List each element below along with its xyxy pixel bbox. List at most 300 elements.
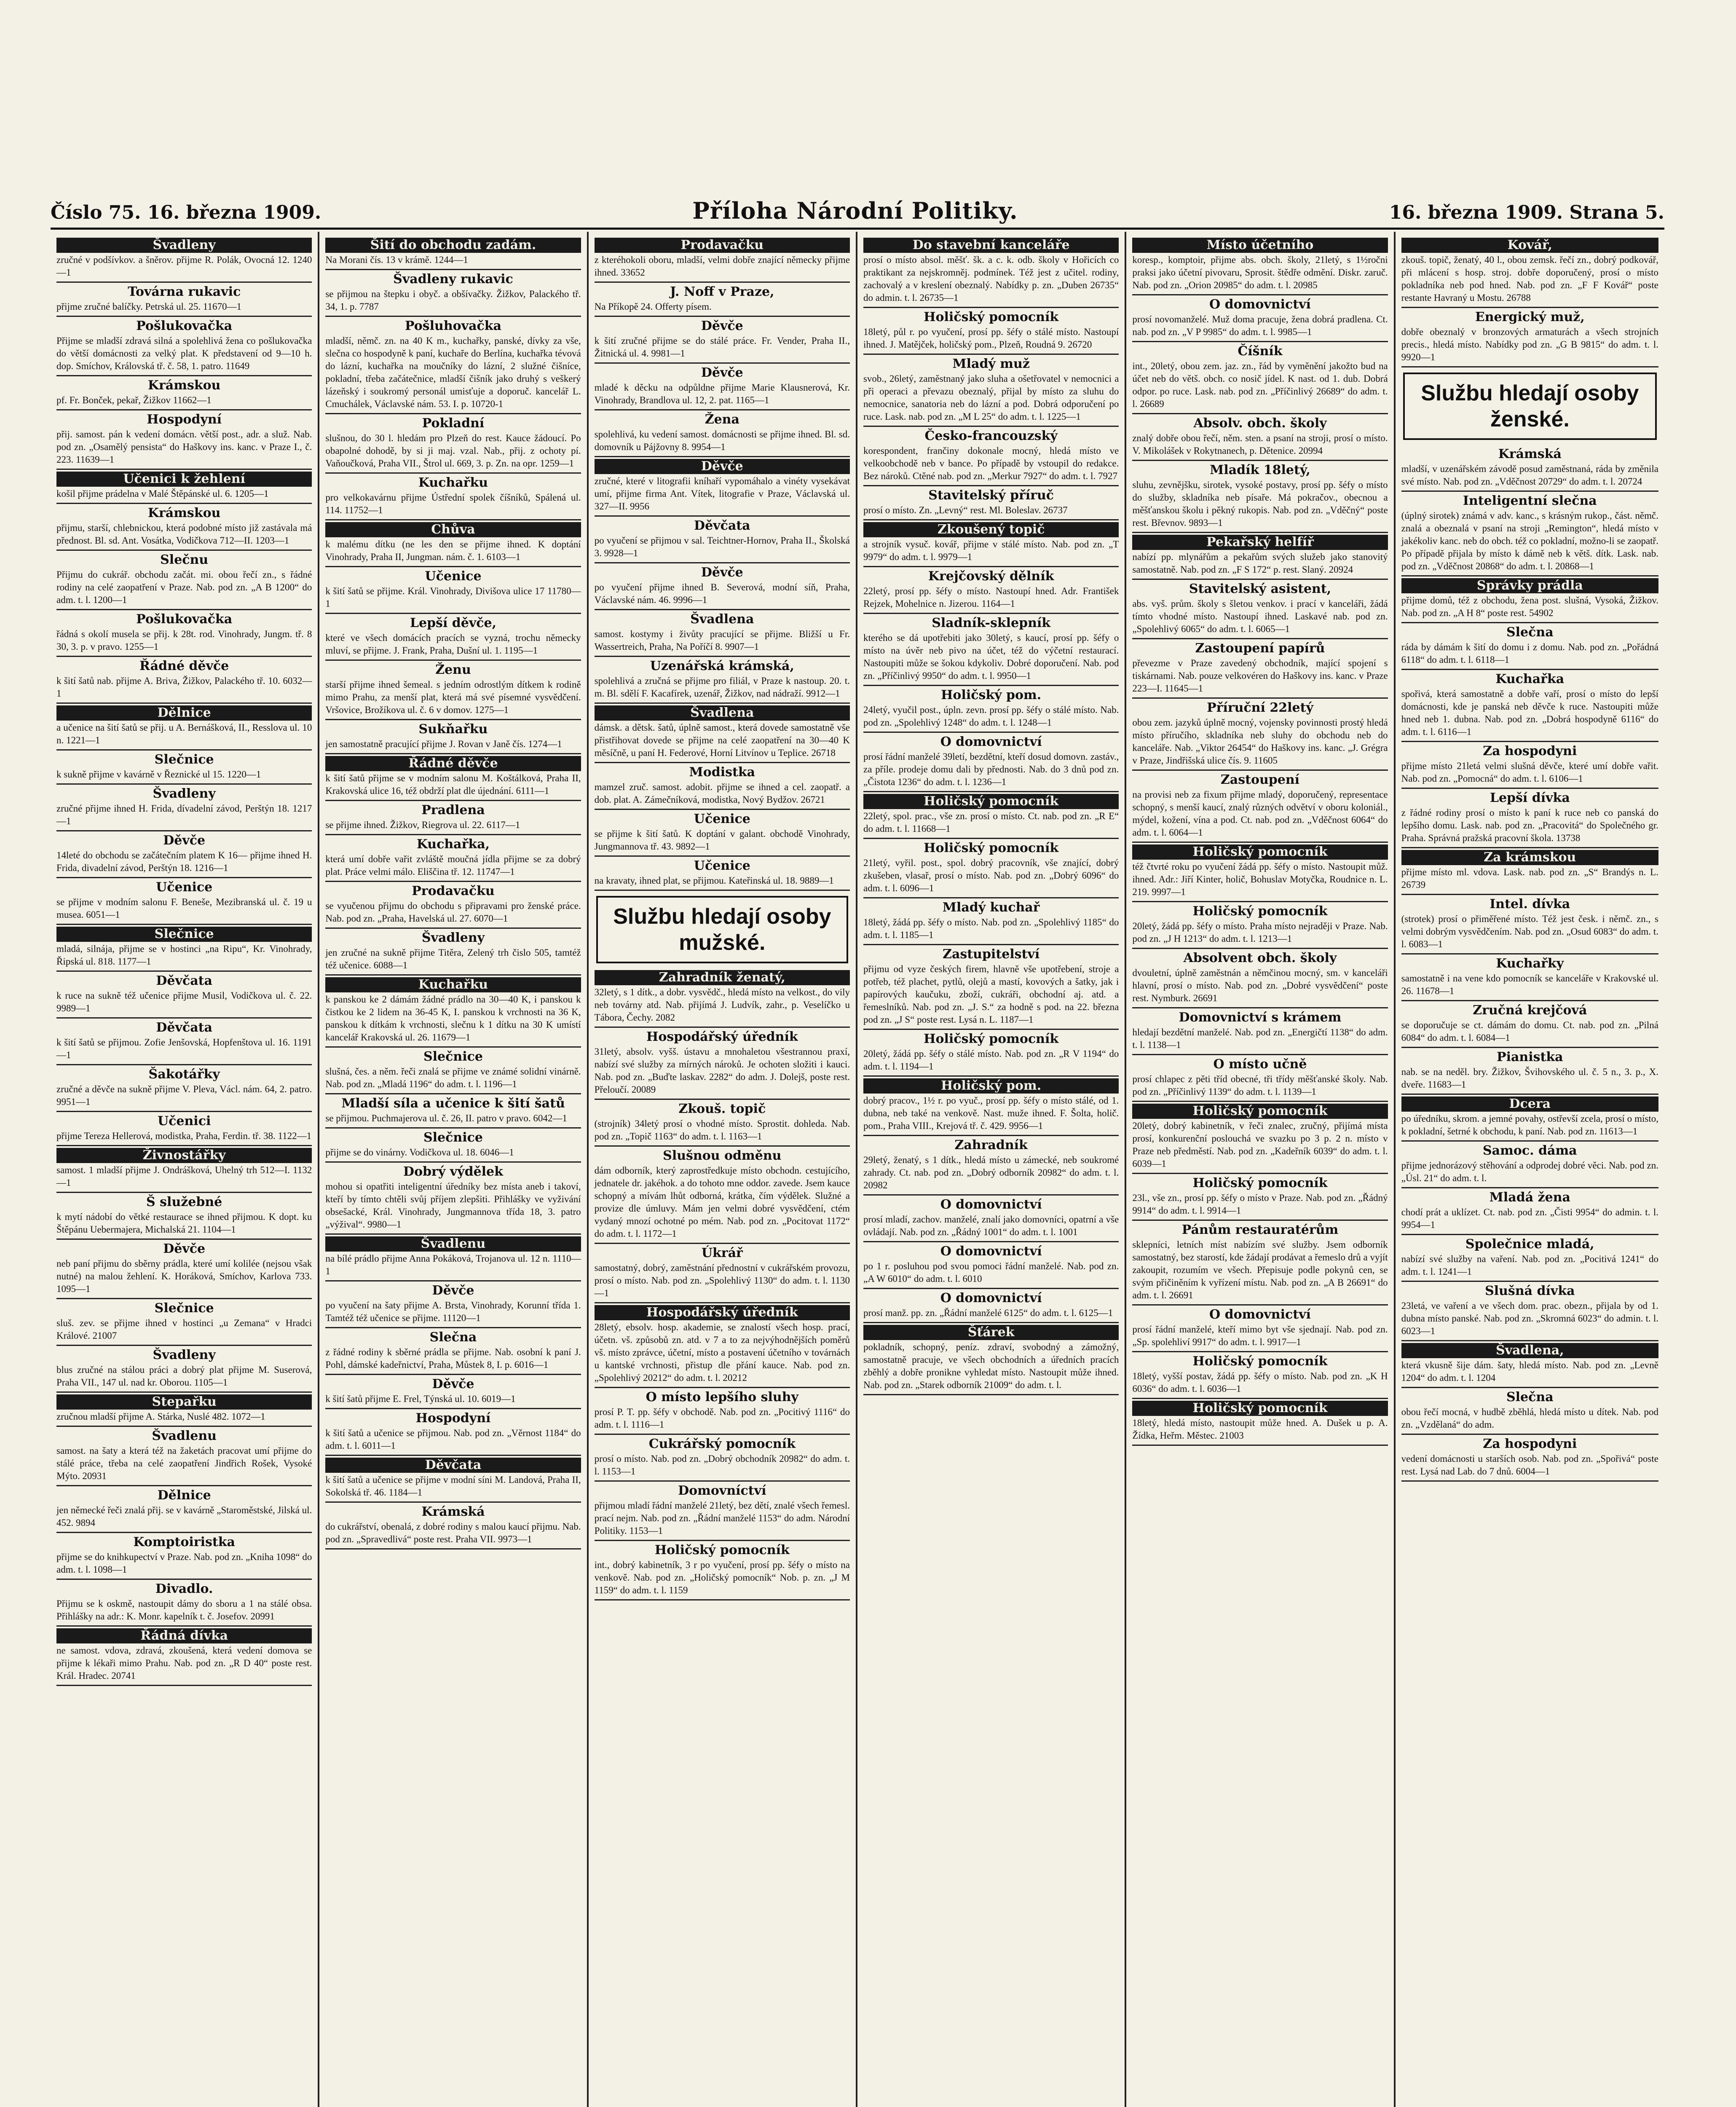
classified-ad bbox=[325, 976, 581, 1048]
ad-title: Zahradník ženatý, bbox=[595, 970, 850, 985]
ad-body: neb paní přijmu do sběrny prádla, které umí kolilée (nejsou však nutné) na malou žehlení. K. Horáková, Smíchov, Karlova 733. 1095—1 bbox=[56, 1258, 312, 1294]
ad-title: Prodavačku bbox=[412, 884, 495, 898]
ad-title: Kuchařky bbox=[1496, 956, 1564, 971]
classified-ad bbox=[56, 831, 312, 878]
ad-title: Slečnice bbox=[423, 1130, 483, 1145]
classified-ad bbox=[863, 427, 1119, 486]
ad-title: Dělnice bbox=[157, 1488, 211, 1503]
ad-title: Švadlena, bbox=[1401, 1343, 1658, 1358]
ad-title: Holičský pomocník bbox=[1132, 844, 1388, 860]
ad-body: 18letý, vyšší postav, žádá pp. šéfy o místo. Nab. pod zn. „K H 6036“ do adm. t. l. 6036—1 bbox=[1132, 1371, 1388, 1394]
ad-title: O domovnictví bbox=[940, 1291, 1042, 1305]
ad-title: Děvče bbox=[701, 365, 743, 380]
ad-body: mamzel zruč. samost. adobit. přijme se ihned a cel. zaopatř. a dob. plat. A. Zámečníková, modistka, Nový Bydžov. 26721 bbox=[594, 782, 850, 805]
classified-ad bbox=[863, 486, 1119, 520]
ad-title: Mladší síla a učenice k šití šatů bbox=[341, 1096, 565, 1111]
ad-title: Holičský pomocník bbox=[1192, 904, 1328, 919]
ad-title: J. Noff v Praze, bbox=[670, 284, 774, 299]
ad-title: O domovnictví bbox=[940, 735, 1042, 749]
ad-body: se přijmou. Puchmajerova ul. č. 26, II. patro v pravo. 6042—1 bbox=[325, 1113, 567, 1123]
classified-ad bbox=[1132, 342, 1388, 414]
ad-body: k šití šatů přijme E. Frel, Týnská ul. 10. 6019—1 bbox=[325, 1394, 516, 1404]
classified-ad bbox=[56, 785, 312, 831]
ad-body: přijmu od vyze českých firem, hlavně vše upotřebení, stroje a potřeb, též plachet, pytlů, olejů a mastí, kovových a šatky, jak i papírových kaučuku, zboží, cukráři, obchodní aj. atd. a řemeslníků. Nab. pod zn. „J. S.“ za hodně s pod. na 22. března pod zn. „J S“ poste rest. Lysá n. L. 1187—1 bbox=[863, 964, 1119, 1025]
page-header bbox=[51, 197, 1664, 227]
classified-ad bbox=[595, 517, 850, 563]
classified-ad bbox=[1401, 576, 1658, 623]
classified-ad bbox=[1401, 1142, 1658, 1188]
classified-ad bbox=[1401, 1188, 1658, 1235]
classified-ad bbox=[325, 1235, 581, 1281]
ad-title: Krámskou bbox=[147, 378, 221, 393]
ad-body: převezme v Praze zavedený obchodník, mající spojení s tiskárnami. Nab. pouze velkovéren do Haškovy ins. kanc. v Praze 223—I. 11645—1 bbox=[1132, 658, 1388, 694]
classified-ad bbox=[325, 1163, 581, 1235]
column-2 bbox=[319, 232, 588, 2107]
classified-ad bbox=[863, 1323, 1119, 1395]
classified-ad bbox=[56, 1627, 312, 1686]
ad-title: Žena bbox=[705, 412, 739, 427]
ad-body: přijme se do vinárny. Vodičkova ul. 18. 6046—1 bbox=[325, 1147, 514, 1158]
ad-body: pokladník, schopný, peníz. zdraví, svobodný a zámožný, samostatně pracuje, ve všech obchodních a úředních pracích zběhlý a dobře pronikne vyhledat místo. Nastoupit může ihned. Nab. pod zn. „Starek odborník 21009“ do adm. t. l. bbox=[863, 1342, 1119, 1390]
ad-body: prosí o místo absol. měšť. šk. a c. k. odb. školy v Hořicích co praktikant za nejskromněj. podmínek. Též jest z učitel. rodiny, zachovalý a v kreslení obeznalý. Nabídky p. zn. „Duben 26735“ do admin. t. l. 26735—1 bbox=[863, 255, 1119, 303]
ad-body: svob., 26letý, zaměstnaný jako sluha a ošetřovatel v nemocnici a při operaci a převazu obeznalý, přijal by místo za sluhu do nemocnice, sanatoria neb do lázní a pod. Dobrá odporučení po ruce. Lask. nab. pod zn. „M L 25“ do adm. t. l. 1225—1 bbox=[863, 373, 1119, 422]
ad-body: (úplný sirotek) známá v adv. kanc., s krásným rukop., část. němč. znalá a obeznalá v psaní na stroji „Remington“, hledá místo v jakékoliv kanc. neb do obch. též co pokladní, možno-li se zaopatř. Po případě přijala by místo k dámě neb k větš. dítk. Lask. nab. pod zn. „Vděčnost 20868“ do adm. t. l. 20868—1 bbox=[1401, 510, 1658, 571]
classified-ad bbox=[56, 1146, 312, 1193]
ad-title: Zkoušený topič bbox=[863, 522, 1119, 537]
classified-ad bbox=[595, 283, 850, 317]
classified-ad bbox=[595, 1435, 850, 1482]
ad-body: spořivá, která samostatně a dobře vaří, prosí o místo do lepší domácnosti, kde je panská neb děvče k ruce. Nastoupiti může hned neb 1. dubna. Nab. pod zn. „Dobrá hospodyně 6116“ do adm. t. l. 6116—1 bbox=[1401, 689, 1658, 737]
ad-body: mladší, němč. zn. na 40 K m., kuchařky, panské, dívky za vše, slečna co hospodyně k paní, kuchaře do Berlína, kuchařka tévová do lázní, kuchařka na moučníky do lázní, 2 služné čišníce, pokladní, třeba začátečnice, mladší čišník jako druhý s veškerý lázeňský i soukromý personál umisťuje a doporuč. kancelář L. Cmuchálek, Václavské nám. 53. I. p. 10720-1 bbox=[325, 335, 581, 409]
classified-ad bbox=[595, 236, 850, 283]
ad-title: Hospodyní bbox=[415, 1411, 491, 1426]
ad-body: řádná s okolí musela se přij. k 28t. rod. Vinohrady, Jungm. tř. 8 30, 3. p. v pravo. 1255—1 bbox=[56, 629, 312, 652]
ad-title: Mladá žena bbox=[1489, 1190, 1570, 1205]
ad-title: Pošluhovačka bbox=[405, 319, 502, 333]
ad-body: 28letý, ebsolv. hosp. akademie, se znalostí všech hosp. prací, účetn. vš. způsobů zn. atd. v 7 a to za nejvýhodnějších poměrů vš. místo zprávce, účetní, místo a postavení účetního v továrnách u kantské vrchnosti, přistup dle přání kauce. Nab. pod zn. „Spolehlivý 20212“ do adm. t. l. 20212 bbox=[594, 1322, 850, 1383]
classified-ad bbox=[56, 972, 312, 1019]
ad-title: Slečna bbox=[1506, 1390, 1554, 1405]
classified-ad bbox=[595, 810, 850, 857]
ad-body: na kravaty, ihned plat, se přijmou. Kateřinská ul. 18. 9889—1 bbox=[594, 875, 834, 886]
ad-title: Do stavební kanceláře bbox=[863, 238, 1119, 253]
ad-title: Pradlena bbox=[421, 803, 485, 818]
classified-ad bbox=[1132, 699, 1388, 771]
classified-ad bbox=[56, 657, 312, 704]
ad-body: přijmu, starší, chlebnickou, která podobné místo již zastávala má přednost. Bl. sd. Ant. Vosátka, Vodičkova 712—II. 1203—1 bbox=[56, 523, 312, 546]
ad-title: Děvče bbox=[432, 1283, 474, 1298]
classified-ad bbox=[325, 1456, 581, 1503]
ad-body: 21letý, vyřil. post., spol. dobrý pracovník, vše znající, dobrý zkušeben, vlasař, prosí o místo. Nab. pod zn. „Dobrý 6096“ do adm. t. l. 6096—1 bbox=[863, 858, 1119, 893]
classified-ad bbox=[325, 661, 581, 720]
ad-body: 22letý, prosí pp. šéfy o místo. Nastoupí hned. Adr. František Rejzek, Mohelnice n. Jizerou. 1164—1 bbox=[863, 586, 1119, 609]
classified-ad bbox=[1401, 1388, 1658, 1435]
ad-title: Holičský pom. bbox=[863, 1078, 1119, 1094]
ad-title: Cukrářský pomocník bbox=[648, 1437, 796, 1451]
ad-title: O domovnictví bbox=[1209, 297, 1311, 312]
ad-title: Děvčata bbox=[694, 518, 750, 533]
ad-body: 20letý, dobrý kabinetník, v řeči znalec, zručný, přijímá místa prosí, konkurenční poslouchá ve svazku po 3 p. 2 n. místo v Praze neb předměstí. Nab. pod zn. „Kadeřník 6039“ do adm. t. l. 6039—1 bbox=[1132, 1121, 1388, 1169]
ad-body: (strojník) 34letý prosí o vhodné místo. Sprostit. dohleda. Nab. pod zn. „Topič 1163“ do adm. t. l. 1163—1 bbox=[594, 1118, 850, 1142]
ad-body: zručné a děvče na sukně přijme V. Pleva, Václ. nám. 64, 2. patro. 9951—1 bbox=[56, 1084, 312, 1107]
ad-title: Kovář, bbox=[1401, 238, 1658, 253]
ad-title: Slušnou odměnu bbox=[663, 1148, 782, 1163]
ad-body: samostatný, dobrý, zaměstnání přednostní v cukrářském provozu, prosí o místo. Nab. pod zn. „Spolehlivý 1130“ do adm. t. l. 1130—1 bbox=[594, 1263, 850, 1298]
ad-title: Pekařský helfíř bbox=[1132, 535, 1388, 550]
ad-body: prosí řádní manželé 39letí, bezdětní, kteří dosud domovn. zastáv., za příle. prodeje domu dali by přednosti. Nab. do 3 dnů pod zn. „Čistota 1236“ do adm. t. l. 1236—1 bbox=[863, 751, 1119, 787]
ad-title: Stepařku bbox=[56, 1394, 312, 1410]
ad-body: jen zručné na sukně přijme Titěra, Zelený trh čislo 505, tamtéž též učenice. 6088—1 bbox=[325, 947, 581, 970]
ad-title: Švadlenu bbox=[325, 1236, 581, 1252]
classified-ad bbox=[595, 364, 850, 410]
ad-title: Pánům restauratérům bbox=[1181, 1222, 1339, 1237]
classified-ad bbox=[595, 857, 850, 891]
ad-title: Dcera bbox=[1401, 1096, 1658, 1112]
ad-body: Na Příkopě 24. Offerty písem. bbox=[594, 301, 712, 312]
ad-title: Krejčovský dělník bbox=[928, 569, 1054, 584]
classified-ad bbox=[595, 968, 850, 1028]
ad-title: Dobrý výdělek bbox=[403, 1164, 503, 1179]
ad-title: Holičský pomocník bbox=[924, 841, 1059, 855]
ad-body: po vyučení se přijmou v sal. Teichtner-Hornov, Praha II., Školská 3. 9928—1 bbox=[594, 535, 850, 558]
classified-ad bbox=[595, 657, 850, 704]
ad-title: Holičský pom. bbox=[941, 688, 1042, 702]
ad-body: přijme se do knihkupectví v Praze. Nab. pod zn. „Kniha 1098“ do adm. t. l. 1098—1 bbox=[56, 1552, 312, 1575]
classified-ad bbox=[325, 614, 581, 661]
ad-title: Číšník bbox=[1238, 344, 1283, 359]
issue-number-date: Číslo 75. 16. března 1909. bbox=[51, 202, 321, 223]
ad-title: Zručná krejčová bbox=[1473, 1003, 1587, 1018]
classified-ad bbox=[56, 1393, 312, 1427]
ad-body: na provisi neb za fixum přijme mladý, doporučený, representace schopný, s menší kaucí, znalý různých odvětví v oboru koloniál., mýdel, kožení, vína a pod. Ct. nab. pod zn. „Vděčnost 6064“ do adm. t. l. 6064—1 bbox=[1132, 789, 1388, 838]
ad-body: int., dobrý kabinetník, 3 r po vyučení, prosí pp. šéfy o místo na venkově. Nab. pod zn. „Holičský pomocník“ Nob. p. zn. „J M 1159“ do adm. t. l. 1159 bbox=[594, 1560, 850, 1595]
ad-title: Pianistka bbox=[1497, 1050, 1563, 1064]
ad-title: Hospodářský úředník bbox=[595, 1305, 850, 1320]
ad-title: Sukňařku bbox=[418, 722, 488, 737]
classified-ad bbox=[56, 1346, 312, 1393]
ad-body: po 1 r. posluhou pod svou pomoci řádní manželé. Nab. pod zn. „A W 6010“ do adm. t. l. 6010 bbox=[863, 1261, 1119, 1284]
classified-ad bbox=[863, 1136, 1119, 1196]
ad-title: Šťárek bbox=[863, 1325, 1119, 1340]
ad-title: Lepší dívka bbox=[1490, 791, 1570, 805]
classified-ad bbox=[1132, 580, 1388, 639]
ad-title: Kuchařku bbox=[325, 977, 581, 992]
ad-body: která umí dobře vařit zvláště moučná jídla přijme se za dobrý plat. Práce velmi málo. Eliščina tř. 12. 11747—1 bbox=[325, 854, 581, 877]
ad-title: Komptoiristka bbox=[133, 1535, 235, 1549]
classified-ad bbox=[56, 1580, 312, 1627]
classified-ad bbox=[325, 1281, 581, 1328]
ad-body: 23l., vše zn., prosí pp. šéfy o místo v Praze. Nab. pod zn. „Řádný 9914“ do adm. t. l. 9914—1 bbox=[1132, 1193, 1388, 1216]
ad-title: Švadleny bbox=[153, 1348, 216, 1362]
ad-body: nabízí své služby na vaření. Nab. pod zn. „Pocitivá 1241“ do adm. t. l. 1241—1 bbox=[1401, 1254, 1658, 1277]
classified-ad bbox=[56, 1299, 312, 1346]
ad-body: prosí mladí, zachov. manželé, znalí jako domovníci, opatrní a vše ovládají. Nab. pod zn. „Řádný 1001“ do adm. t. l. 1001 bbox=[863, 1214, 1119, 1237]
ad-body: prosí o místo. Nab. pod zn. „Dobrý obchodník 20982“ do adm. t. l. 1153—1 bbox=[594, 1453, 850, 1477]
classified-ad bbox=[863, 614, 1119, 686]
classified-ad bbox=[325, 882, 581, 929]
ad-body: k šití šatů se přijmou. Zofie Jenšovská, Hopfenštova ul. 16. 1191—1 bbox=[56, 1037, 312, 1060]
ad-body: též čtvrté roku po vyučení žádá pp. šéfy o místo. Nastoupit můž. ihned. Adr.: Jiří Kinter, holič, Bohuslav Motyčka, Roudnice n. L. 219. 9997—1 bbox=[1132, 861, 1388, 897]
ad-body: 23letá, ve vaření a ve všech dom. prac. obezn., přijala by od 1. dubna místo panské. Nab. pod zn. „Skromná 6023“ do admin. t. l. 6023—1 bbox=[1401, 1300, 1658, 1336]
ad-title: Slečnice bbox=[56, 927, 312, 942]
classified-ad bbox=[595, 1147, 850, 1244]
classified-ad bbox=[1132, 1305, 1388, 1352]
classified-ad bbox=[1401, 445, 1658, 492]
ad-title: Krámskou bbox=[147, 506, 221, 520]
classified-ad bbox=[595, 1100, 850, 1147]
ad-body: spolehlivá a zručná se přijme pro filiál, v Praze k nastoup. 20. t. m. Bl. sdělí F. Kacafírek, uzenář, Žižkov, nad nádraží. 9912—1 bbox=[594, 676, 850, 699]
ad-title: O domovnictví bbox=[940, 1244, 1042, 1259]
ad-body: prosí řádní manželé, kteří mimo byt vše sjednají. Nab. pod zn. „Sp. spolehliví 9917“ do adm. t. l. 9917—1 bbox=[1132, 1324, 1388, 1347]
ad-body: Přijme se mladší zdravá silná a spolehlivá žena co pošlukovačka do větší domácnosti za velký plat. K představení od 9—10 h. dop. Smíchov, Královská tř. č. 58, 1. patro. 11649 bbox=[56, 335, 312, 371]
classified-ad bbox=[56, 610, 312, 657]
ad-body: korespondent, frančiny dokonale mocný, hledá místo ve velkoobchodě neb v bance. Po případě by vstoupil do redakce. Bez nároků. Ctěné nab. pod zn. „Merkur 7927“ do adm. t. l. 7927 bbox=[863, 445, 1119, 481]
header-rule bbox=[51, 228, 1664, 230]
ad-body: k sukně přijme v kavárně v Řeznické ul 15. 1220—1 bbox=[56, 769, 261, 780]
ad-title: Slečnice bbox=[154, 752, 214, 767]
ad-title: Děvče bbox=[595, 459, 850, 474]
classified-ad bbox=[1401, 1001, 1658, 1048]
ad-title: Zastoupení papírů bbox=[1195, 641, 1325, 656]
ad-body: obou zem. jazyků úplně mocný, vojensky povinnosti prostý hledá místo příručího, skladníka neb sluhy do obchodu neb do kanceláře. Nab. „Viktor 26454“ do Haškovy ins. kanc. „J. Grégra v Praze, Jindřišská ulice čís. 9. 11605 bbox=[1132, 717, 1388, 766]
ad-body: přijme jednorázový stěhování a odprodej dobré věci. Nab. pod zn. „Úsl. 21“ do adm. t. l. bbox=[1401, 1160, 1658, 1183]
ad-body: z řádné rodiny prosí o místo k paní k ruce neb co panská do lepšího domu. Lask. nab. pod zn. „Pracovitá“ do Společného gr. Praha. Správná pražská pracovní škola. 13738 bbox=[1401, 807, 1658, 843]
ad-title: Česko-francouzský bbox=[924, 429, 1058, 443]
ad-body: mohou si opatřiti inteligentní úředníky bez místa aneb i takoví, kteří by tímto chtěli svůj příjem zlepšiti. Přihlášky ve vyživání obsešacké, Král. Vinohrady, Jungmannova třída 18, 3. patro „výžival“. 9980—1 bbox=[325, 1181, 581, 1230]
ad-title: O domovnictví bbox=[1209, 1307, 1311, 1322]
ad-body: 31letý, absolv. vyšš. ústavu a mnohaletou všestrannou praxí, nabízí své služby za mírných nároků. Je ochoten složiti i kauci. Nab. pod zn. „Buďte laskav. 2282“ do adm. J. Dolejš, poste rest. Přeloučí. 20089 bbox=[594, 1046, 850, 1095]
ad-title: Holičský pomocník bbox=[924, 1032, 1059, 1046]
ad-body: se přijme ihned. Žižkov, Riegrova ul. 22. 6117—1 bbox=[325, 820, 520, 830]
classified-ad bbox=[1401, 670, 1658, 742]
classified-ad bbox=[863, 1242, 1119, 1289]
classified-ad bbox=[325, 1328, 581, 1375]
ad-body: zručné, které v litografii kníhaří vypomáhalo a vinéty vysekávat umí, přijme firma Ant. Vítek, litografie v Praze, Václavská ul. 327—II. 9956 bbox=[594, 476, 850, 512]
ad-body: ne samost. vdova, zdravá, zkoušená, která vedení domova se přijme k lékaři mimo Prahu. Nab. pod zn. „R D 40“ poste rest. Král. Hradec. 20741 bbox=[56, 1645, 312, 1681]
classified-ad bbox=[863, 1289, 1119, 1323]
ad-body: samostatně i na vene kdo pomocník se kanceláře v Krakovské ul. 26. 11678—1 bbox=[1401, 973, 1658, 996]
ad-body: se doporučuje se ct. dámám do domu. Ct. nab. pod zn. „Pilná 6084“ do adm. t. l. 6084—1 bbox=[1401, 1020, 1658, 1043]
ad-body: 18letý, hledá místo, nastoupit může hned. A. Dušek u p. A. Žídka, Heřm. Městec. 21003 bbox=[1132, 1418, 1388, 1441]
ad-body: (strotek) prosí o přiměřené místo. Též jest česk. i němč. zn., s velmi dobrým vysvědčením. Nab. pod zn. „Osud 6083“ do adm. t. l. 6083—1 bbox=[1401, 914, 1658, 949]
ad-title: Stavitelský příruč bbox=[928, 488, 1054, 503]
ad-body: znalý dobře obou řečí, něm. sten. a psaní na stroji, prosí o místo. V. Mikolášek v Rokytnanech, p. Dětenice. 20994 bbox=[1132, 433, 1388, 456]
classified-ad bbox=[595, 1244, 850, 1303]
classified-ad bbox=[1132, 843, 1388, 902]
ad-title: Holičský pomocník bbox=[654, 1543, 790, 1557]
ad-body: 32letý, s 1 dítk., a dobr. vysvědč., hledá místo na velkost., do vily neb továrny atd. Nab. přijímá J. Ludvík, zahr., p. Veselíčko u Tábora, Čechy. 2082 bbox=[594, 987, 850, 1023]
ad-body: kterého se dá upotřebiti jako 30letý, s kaucí, prosí pp. šéfy o místo na úvěr neb pivo na účet, též do výčetní restaurací. Nastoupiti může se šokou kdykoliv. Dobré doporučení. Nab. pod zn. „Příčinlivý 9950“ do adm. t. l. 9950—1 bbox=[863, 633, 1119, 681]
ad-title: Živnostářky bbox=[56, 1148, 312, 1163]
ad-body: chodí prát a uklízet. Ct. nab. pod zn. „Čisti 9954“ do admin. t. l. 9954—1 bbox=[1401, 1207, 1658, 1230]
classified-ad bbox=[595, 1541, 850, 1600]
classified-ad bbox=[325, 1048, 581, 1094]
ad-body: k mytí nádobí do větké restaurace se ihned přijmou. K dopt. ku Štěpánu Uebermajera, Michalská 21. 1104—1 bbox=[56, 1212, 312, 1235]
classified-ad bbox=[325, 1094, 581, 1129]
ad-body: starší přijme ihned šemeal. s jedním odrostlým dítkem k rodině mimo Prahu, za menší plat, která má své písemné vysvědčení. Vršovice, Brožíkova ul. č. 6 v domov. 1275—1 bbox=[325, 679, 581, 715]
classified-ad bbox=[325, 801, 581, 835]
classified-ad bbox=[56, 1427, 312, 1486]
ad-title: Šití do obchodu zadám. bbox=[325, 238, 581, 253]
classified-ad bbox=[325, 414, 581, 474]
ad-title: Energický muž, bbox=[1475, 310, 1585, 324]
classified-ad bbox=[595, 457, 850, 517]
classified-ad bbox=[595, 610, 850, 657]
ad-title: Holičský pomocník bbox=[1132, 1104, 1388, 1119]
ad-body: přijme Tereza Hellerová, modistka, Praha, Ferdin. tř. 38. 1122—1 bbox=[56, 1131, 312, 1141]
ad-body: přij. samost. pán k vedení domácn. větší post., adr. a služ. Nab. pod zn. „Osamělý pensista“ do Haškovy ins. kanc. v Praze I., č. 223. 11639—1 bbox=[56, 429, 312, 465]
ad-body: samost. kostymy i živůty pracující se přijme. Bližší u Fr. Wassertreich, Praha, Na Poříčí 8. 9907—1 bbox=[594, 629, 850, 652]
ad-body: 20letý, žádá pp. šéfy o stálé místo. Nab. pod zn. „R V 1194“ do adm. t. l. 1194—1 bbox=[863, 1048, 1119, 1072]
ad-title: Řádná dívka bbox=[56, 1628, 312, 1643]
ad-body: 18letý, půl r. po vyučení, prosí pp. šéfy o stálé místo. Nastoupí ihned. J. Matějček, holičský pom., Plzeň, Roudná 9. 26720 bbox=[863, 327, 1119, 350]
classified-ad bbox=[863, 236, 1119, 308]
ad-title: Učenice bbox=[694, 858, 750, 873]
column-1 bbox=[51, 232, 319, 2107]
classified-ad bbox=[325, 236, 581, 270]
ad-title: Kuchařka, bbox=[416, 837, 490, 852]
ad-body: 20letý, žádá pp. šéfy o místo. Praha místo nejraději v Praze. Nab. pod zn. „J H 1213“ do adm. t. l. 1213—1 bbox=[1132, 921, 1388, 944]
classified-ad bbox=[863, 792, 1119, 839]
ad-body: po úředníku, skrom. a jemné povahy, ostřevší zcela, prosí o místo, k pokladní, šetrné k obchodu, k paní. Nab. pod zn. 11613—1 bbox=[1401, 1113, 1658, 1137]
classified-ad bbox=[325, 1409, 581, 1456]
ad-body: 18letý, žádá pp. šéfy o místo. Nab. pod zn. „Spolehlivý 1185“ do adm. t. l. 1185—1 bbox=[863, 917, 1119, 940]
classified-ad bbox=[863, 686, 1119, 733]
classified-ad bbox=[1401, 789, 1658, 848]
ad-body: pro velkokavárnu přijme Ústřední spolek číšníků, Spálená ul. 114. 11752—1 bbox=[325, 492, 581, 515]
ad-body: prosí chlapec z pěti tříd obecné, tři třídy měšťanské školy. Nab. pod zn. „Příčinlivý 1139“ do adm. t. l. 1139—1 bbox=[1132, 1074, 1388, 1097]
classified-ad bbox=[56, 376, 312, 410]
ad-title: Mladý muž bbox=[952, 357, 1030, 371]
ad-title: O místo učně bbox=[1213, 1057, 1307, 1072]
classified-ad bbox=[1132, 1352, 1388, 1399]
ad-title: Prodavačku bbox=[595, 238, 850, 253]
ad-title: Společnice mladá, bbox=[1465, 1237, 1594, 1252]
classified-ad bbox=[56, 1112, 312, 1146]
ad-body: prosí novomanželé. Muž doma pracuje, žena dobrá pradlena. Ct. nab. pod zn. „V P 9985“ do adm. t. l. 9985—1 bbox=[1132, 314, 1388, 337]
ad-body: mladá, silnája, přijme se v hostinci „na Ripu“, Kr. Vinohrady, Řipská ul. 818. 1177—1 bbox=[56, 944, 312, 967]
classified-ad bbox=[863, 733, 1119, 792]
ad-title: Švadlena bbox=[690, 612, 754, 627]
classified-ad bbox=[56, 878, 312, 925]
classified-ad bbox=[595, 1028, 850, 1100]
ad-body: prosí o místo. Zn. „Levný“ rest. Ml. Boleslav. 26737 bbox=[863, 505, 1068, 515]
ad-body: a strojník vysuč. kovář, přijme v stálé místo. Nab. pod zn. „T 9979“ do adm. t. l. 9979—1 bbox=[863, 539, 1119, 562]
ad-title: Ženu bbox=[435, 662, 471, 677]
ad-title: Mladý kuchař bbox=[942, 900, 1040, 915]
classified-ad bbox=[1401, 1235, 1658, 1282]
ad-body: k šití šatů a učenice se přijme v modní síni M. Landová, Praha II, Sokolská tř. 46. 1184—1 bbox=[325, 1474, 581, 1498]
classified-ad bbox=[56, 1019, 312, 1065]
ad-body: se přijme v modním salonu F. Beneše, Mezibranská ul. č. 19 u musea. 6051—1 bbox=[56, 897, 312, 920]
ad-title: Uzenářská krámská, bbox=[650, 659, 794, 673]
ad-body: k šití šatů se přijme. Král. Vinohrady, Divišova ulice 17 11780—1 bbox=[325, 586, 581, 609]
classified-ad bbox=[1132, 1055, 1388, 1102]
ad-title: Zastoupení bbox=[1220, 772, 1300, 787]
classified-ad bbox=[325, 929, 581, 976]
ad-title: Švadlena bbox=[595, 705, 850, 721]
classified-ad bbox=[56, 283, 312, 317]
ad-title: Holičský pomocník bbox=[1132, 1401, 1388, 1416]
classified-ad bbox=[863, 520, 1119, 567]
classified-ad bbox=[325, 270, 581, 317]
classified-ad bbox=[325, 317, 581, 414]
classified-ad bbox=[325, 1503, 581, 1549]
ad-body: samost. na šaty a která též na žaketách pracovat umí přijme do stálé práce, třeba na celé zaopatření Jindřich Rošek, Vysoké Mýto. 20931 bbox=[56, 1445, 312, 1481]
classified-ad bbox=[1132, 414, 1388, 461]
ad-body: 14leté do obchodu se začátečním platem K 16— přijme ihned H. Frida, divadelní závod, Perštýn 18. 1216—1 bbox=[56, 850, 312, 873]
classified-ad bbox=[56, 751, 312, 785]
classified-ad bbox=[863, 1196, 1119, 1242]
ad-title: Příruční 22letý bbox=[1207, 700, 1313, 715]
ad-body: k malému dítku (ne les den se přijme ihned. K doptání Vinohrady, Praha II, Jungman. nám. č. 1. 6103—1 bbox=[325, 539, 581, 562]
classified-ad bbox=[56, 551, 312, 610]
classified-ad bbox=[1401, 1282, 1658, 1341]
ad-title: Lepší děvče, bbox=[410, 616, 497, 630]
ad-title: O místo lepšího sluhy bbox=[646, 1390, 798, 1405]
classified-ad bbox=[1401, 492, 1658, 576]
ad-body: se vyučenou přijmu do obchodu s připravami pro ženské práce. Nab. pod zn. „Praha, Havelská ul. 27. 6070—1 bbox=[325, 901, 581, 924]
classified-ad bbox=[325, 835, 581, 882]
ad-body: mladé k děcku na odpůldne přijme Marie Klausnerová, Kr. Vinohrady, Brandlova ul. 12, 2. pat. 1165—1 bbox=[594, 382, 850, 405]
section-heading: Službu hledají osoby mužské. bbox=[596, 896, 848, 963]
ad-title: Holičský pomocník bbox=[863, 794, 1119, 809]
classified-ad bbox=[325, 720, 581, 754]
classified-ad bbox=[863, 1030, 1119, 1077]
classified-ad bbox=[595, 1388, 850, 1435]
column-6 bbox=[1396, 232, 1664, 2107]
ad-title: Správky prádla bbox=[1401, 578, 1658, 593]
date-page-number: 16. března 1909. Strana 5. bbox=[1389, 202, 1664, 223]
classified-ad bbox=[1132, 1221, 1388, 1305]
ad-title: Pošlukovačka bbox=[136, 319, 233, 333]
classified-ad bbox=[1132, 1174, 1388, 1221]
ad-title: Za hospodyni bbox=[1483, 1437, 1577, 1451]
ad-title: Mladík 18letý, bbox=[1210, 463, 1310, 477]
ad-body: 24letý, vyučil post., úpln. zevn. prosí pp. šéfy o stálé místo. Nab. pod zn. „Spolehlivý 1248“ do adm. t. l. 1248—1 bbox=[863, 705, 1119, 728]
ad-body: přijme zručné balíčky. Petrská ul. 25. 11670—1 bbox=[56, 301, 242, 312]
classified-ad bbox=[1401, 848, 1658, 895]
ad-body: blus zručné na stálou práci a dobrý plat přijme M. Suserová, Praha VII., 147 ul. nad kr. Oborou. 1105—1 bbox=[56, 1364, 312, 1388]
classified-ad bbox=[1401, 236, 1658, 308]
ad-title: Hospodyní bbox=[147, 412, 222, 427]
ad-title: Modistka bbox=[689, 765, 755, 780]
ad-title: Šakotářky bbox=[148, 1067, 220, 1082]
ad-body: zručnou mladší přijme A. Stárka, Nuslé 482. 1072—1 bbox=[56, 1411, 265, 1422]
ad-body: mladší, v uzenářském závodě posud zaměstnaná, ráda by změnila své místo. Nab. pod zn. „Vděčnost 20729“ do adm. t. l. 20724 bbox=[1401, 464, 1658, 487]
ad-title: Slečnice bbox=[154, 1301, 214, 1316]
ad-title: Řádné děvče bbox=[325, 756, 581, 771]
ad-body: obou řečí mocná, v hudbě zběhlá, hledá místo u dítek. Nab. pod zn. „Vzdělaná“ do adm. bbox=[1401, 1407, 1658, 1430]
ad-body: dvouletní, úplně zaměstnán a němčinou mocný, sm. v kanceláři hlavní, prosí o místo. Nab. pod zn. „Dobré vysvědčení“ poste rest. Nymburk. 26691 bbox=[1132, 968, 1388, 1003]
ad-title: Absolvent obch. školy bbox=[1183, 951, 1337, 965]
ad-body: nabízí pp. mlynářům a pekařům svých služeb jako stanovitý samostatně. Nab. pod zn. „F S 172“ p. rest. Slaný. 20924 bbox=[1132, 552, 1388, 575]
ad-title: Učenice bbox=[156, 880, 213, 895]
classified-ad bbox=[595, 410, 850, 457]
ad-body: zkouš. topič, ženatý, 40 l., obou zemsk. řečí zn., dobrý podkovář, při mlácení s hosp. stroj. dobře doporučený, prosí o místo pokladníka neb pod hned. Nab. pod zn. „F F Kovář“ poste restante Havraný u Mostu. 26788 bbox=[1401, 255, 1658, 303]
classified-ad bbox=[1132, 295, 1388, 342]
classified-ad bbox=[56, 1533, 312, 1580]
ad-title: Pošlukovačka bbox=[136, 612, 233, 627]
ad-body: nab. se na neděl. bry. Žižkov, Švihovského ul. č. 5 n., 3. p., X. dveře. 11683—1 bbox=[1401, 1067, 1658, 1090]
classified-ad bbox=[1401, 954, 1658, 1001]
ad-title: Švadleny bbox=[153, 786, 216, 801]
ad-title: Stavitelský asistent, bbox=[1189, 582, 1331, 596]
ad-title: Intel. dívka bbox=[1490, 897, 1570, 911]
ad-body: 29letý, ženatý, s 1 dítk., hledá místo u zámecké, neb soukromé zahrady. Ct. nab. pod zn. „Dobrý odborník 20982“ do adm. t. l. 20982 bbox=[863, 1155, 1119, 1190]
classified-ad bbox=[863, 355, 1119, 427]
ad-title: Továrna rukavic bbox=[128, 284, 241, 299]
